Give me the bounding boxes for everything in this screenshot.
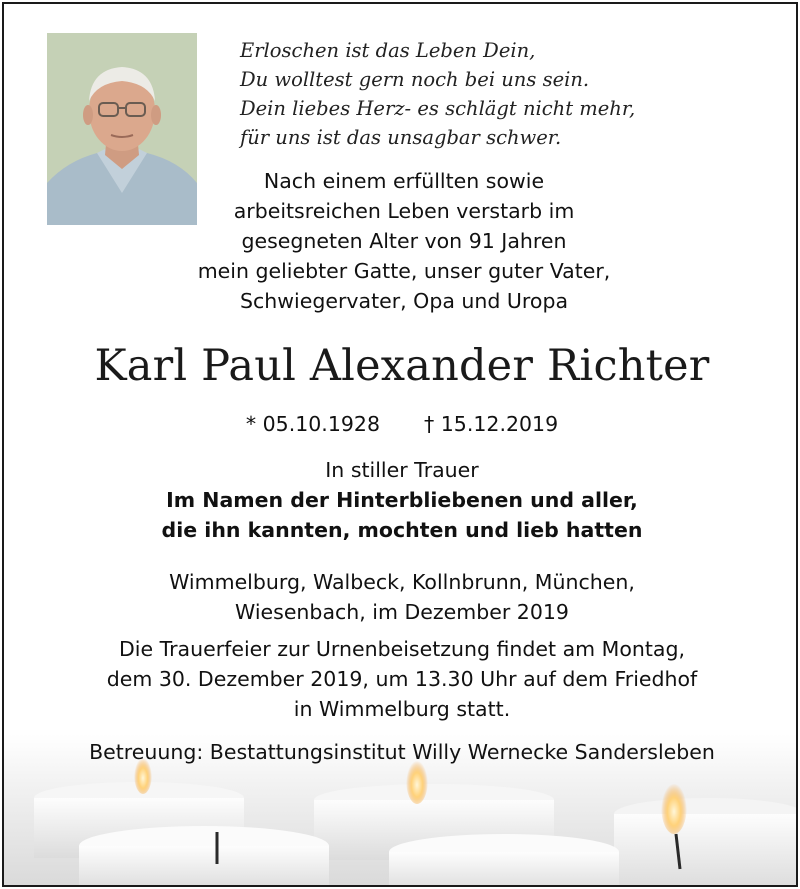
intro-line: Nach einem erfüllten sowie bbox=[263, 169, 545, 193]
places-line: Wiesenbach, im Dezember 2019 bbox=[235, 600, 569, 624]
poem-line: Du wolltest gern noch bei uns sein. bbox=[240, 68, 590, 91]
funeral-home-line: Betreuung: Bestattungsinstitut Willy Wernecke Sandersleben bbox=[89, 740, 715, 764]
poem-line: für uns ist das unsagbar schwer. bbox=[240, 126, 562, 149]
poem-line: Dein liebes Herz- es schlägt nicht mehr, bbox=[240, 97, 636, 120]
places-date bbox=[4, 567, 798, 627]
poem-line: Erloschen ist das Leben Dein, bbox=[240, 39, 536, 62]
poem bbox=[240, 36, 700, 152]
intro-line: mein geliebter Gatte, unser guter Vater, bbox=[197, 259, 611, 283]
intro-text bbox=[134, 166, 674, 316]
life-dates bbox=[4, 409, 798, 439]
ceremony-line: Die Trauerfeier zur Urnenbeisetzung findet am Montag, bbox=[118, 637, 685, 661]
intro-line: Schwiegervater, Opa und Uropa bbox=[239, 289, 569, 313]
obituary-notice bbox=[2, 2, 798, 887]
mourners-line: Im Namen der Hinterbliebenen und aller, bbox=[166, 488, 638, 512]
places-line: Wimmelburg, Walbeck, Kollnbrunn, München, bbox=[169, 570, 635, 594]
mourners-line: die ihn kannten, mochten und lieb hatten bbox=[161, 518, 643, 542]
intro-line: arbeitsreichen Leben verstarb im bbox=[233, 199, 575, 223]
mourning-heading: In stiller Trauer bbox=[325, 458, 479, 482]
deceased-name: Karl Paul Alexander Richter bbox=[94, 341, 710, 391]
ceremony-line: in Wimmelburg statt. bbox=[293, 697, 511, 721]
intro-line: gesegneten Alter von 91 Jahren bbox=[241, 229, 567, 253]
death-date: † 15.12.2019 bbox=[424, 412, 559, 436]
birth-date: * 05.10.1928 bbox=[245, 412, 380, 436]
ceremony-line: dem 30. Dezember 2019, um 13.30 Uhr auf dem Friedhof bbox=[106, 667, 698, 691]
mourning-block bbox=[4, 455, 798, 545]
ceremony-info bbox=[4, 634, 798, 724]
